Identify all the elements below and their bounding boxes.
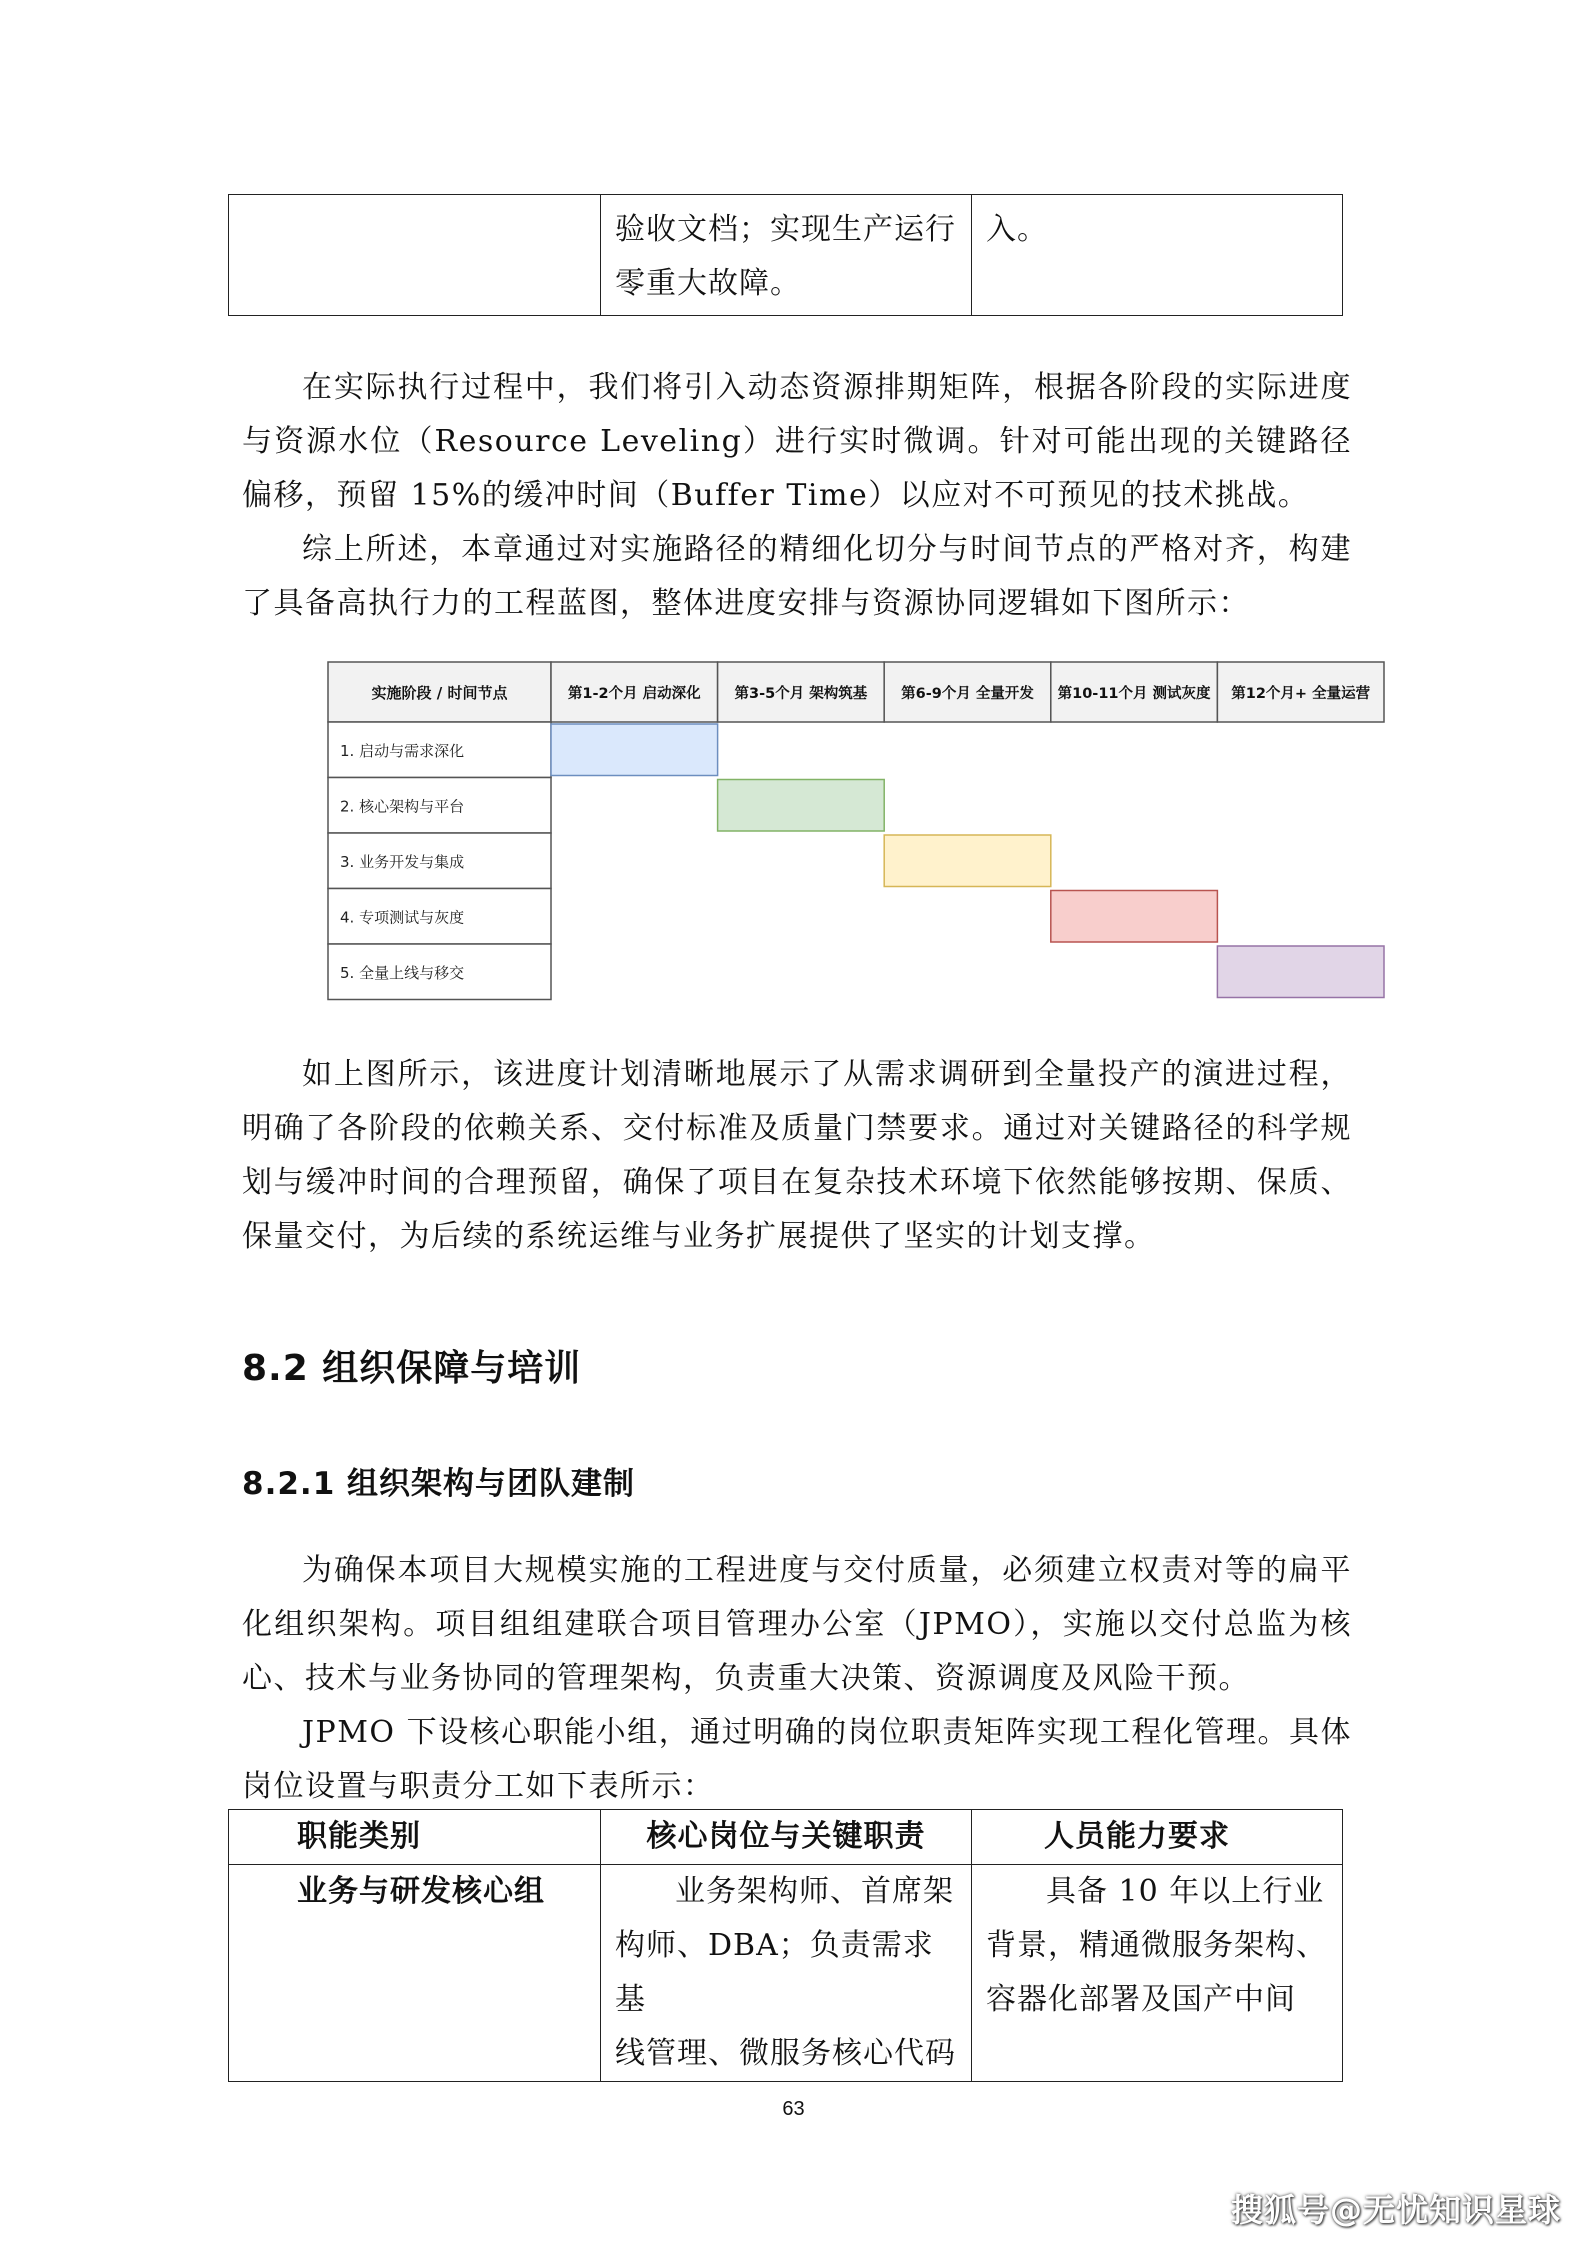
- table-cell: 业务架构师、首席架 构师、DBA；负责需求基 线管理、微服务核心代码: [601, 1865, 972, 2082]
- section-heading: 8.2 组织保障与培训: [242, 1348, 582, 1389]
- column-label: 第6-9个月 全量开发: [901, 686, 1034, 702]
- paragraph: 综上所述，本章通过对实施路径的精细化切分与时间节点的严格对齐，构建了具备高执行力的工程蓝图，整体进度安排与资源协同逻辑如下图所示：: [242, 532, 1352, 621]
- subsection-heading: 8.2.1 组织架构与团队建制: [242, 1466, 636, 1502]
- row-label: 5. 全量上线与移交: [340, 963, 465, 982]
- column-label: 第12个月+ 全量运营: [1231, 686, 1371, 702]
- gantt-bar: [1051, 891, 1218, 943]
- header-label: 实施阶段 / 时间节点: [371, 684, 508, 702]
- gantt-bar: [884, 835, 1051, 887]
- top-table-cell-1: [229, 195, 601, 316]
- paragraph: JPMO 下设核心职能小组，通过明确的岗位职责矩阵实现工程化管理。具体岗位设置与职责分工如下表所示：: [242, 1715, 1352, 1804]
- table-cell: 业务与研发核心组: [229, 1865, 601, 2082]
- paragraph: 如上图所示，该进度计划清晰地展示了从需求调研到全量投产的演进过程，明确了各阶段的依赖关系、交付标准及质量门禁要求。通过对关键路径的科学规划与缓冲时间的合理预留，确保了项目在复杂技术环境下依然能够按期、保质、保量交付，为后续的系统运维与业务扩展提供了坚实的计划支撑。: [242, 1057, 1352, 1254]
- table-header: 职能类别: [229, 1810, 601, 1865]
- body-text-2: [242, 1048, 1352, 1264]
- top-table: [228, 194, 1343, 316]
- column-label: 第10-11个月 测试灰度: [1057, 686, 1211, 702]
- table-header: 核心岗位与关键职责: [601, 1810, 972, 1865]
- column-label: 第1-2个月 启动深化: [567, 686, 701, 702]
- gantt-bar: [1217, 946, 1384, 998]
- row-label: 1. 启动与需求深化: [340, 741, 465, 760]
- paragraph: 在实际执行过程中，我们将引入动态资源排期矩阵，根据各阶段的实际进度与资源水位（Resource Leveling）进行实时微调。针对可能出现的关键路径偏移，预留 15%的缓冲时间（Buffer Time）以应对不可预见的技术挑战。: [242, 370, 1352, 513]
- paragraph: 为确保本项目大规模实施的工程进度与交付质量，必须建立权责对等的扁平化组织架构。项目组组建联合项目管理办公室（JPMO），实施以交付总监为核心、技术与业务协同的管理架构，负责重大决策、资源调度及风险干预。: [242, 1553, 1352, 1696]
- top-table-cell-3: 入。: [972, 195, 1343, 316]
- body-text-1: [242, 361, 1352, 631]
- row-label: 2. 核心架构与平台: [340, 797, 465, 816]
- watermark: 搜狐号@无忧知识星球: [1230, 2191, 1561, 2229]
- column-label: 第3-5个月 架构筑基: [734, 686, 868, 702]
- gantt-bar: [551, 724, 718, 776]
- table-cell: 具备 10 年以上行业 背景，精通微服务架构、 容器化部署及国产中间: [972, 1865, 1343, 2082]
- top-table-cell-2: 验收文档；实现生产运行 零重大故障。: [601, 195, 972, 316]
- row-label: 3. 业务开发与集成: [340, 852, 465, 871]
- row-label: 4. 专项测试与灰度: [340, 908, 465, 927]
- page-number: 63: [782, 2098, 805, 2120]
- gantt-bar: [718, 780, 885, 832]
- gantt-chart: [326, 660, 1386, 1005]
- role-table: [228, 1809, 1343, 2082]
- body-text-3: [242, 1544, 1352, 1814]
- table-header: 人员能力要求: [972, 1810, 1343, 1865]
